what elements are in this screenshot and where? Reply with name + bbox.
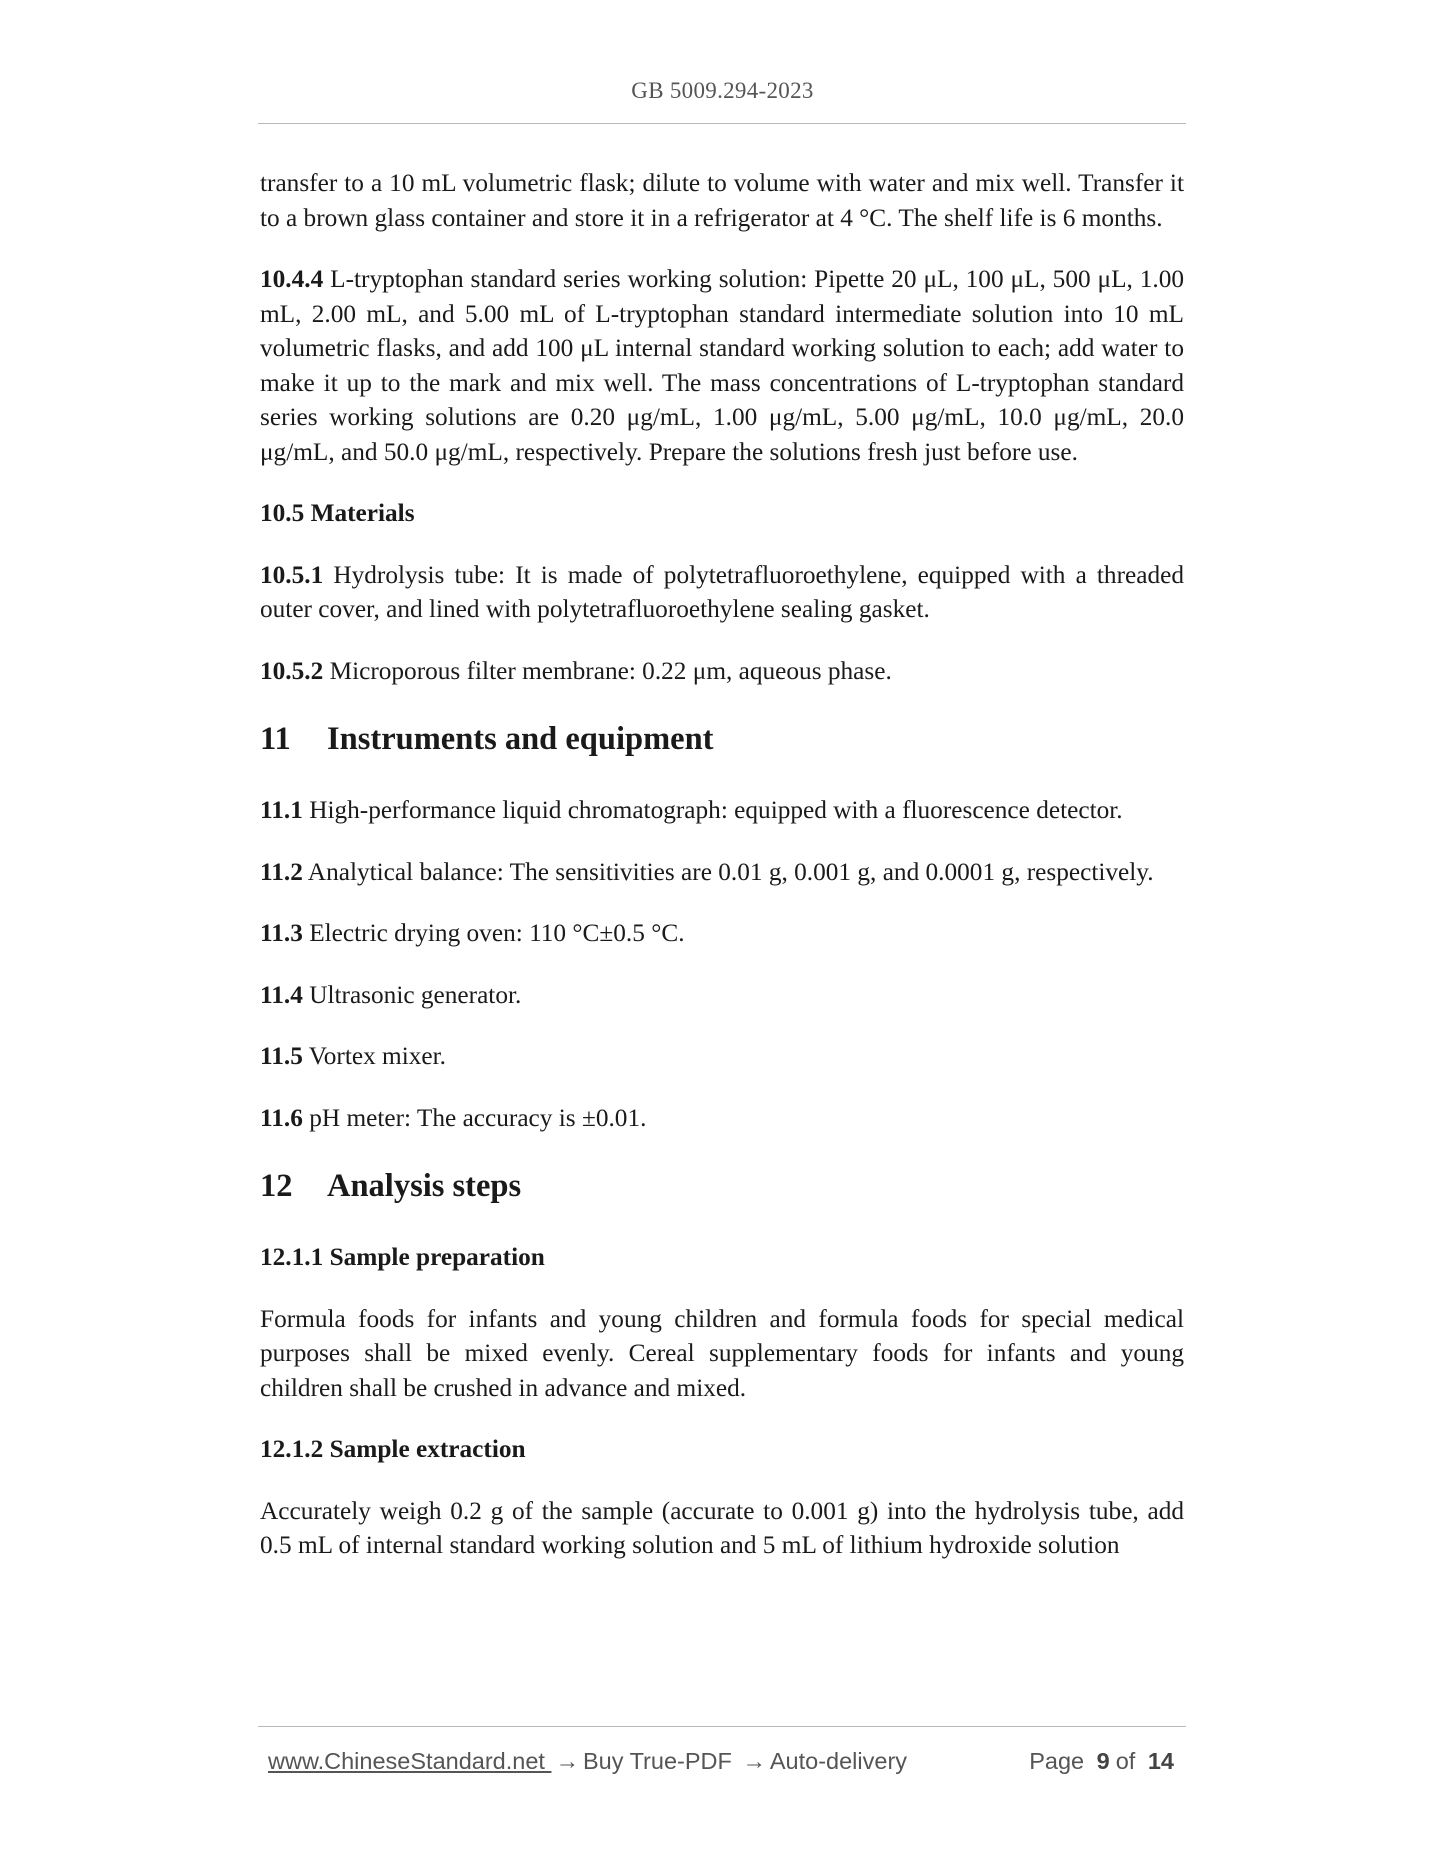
section-heading-12: [260, 1166, 1184, 1206]
page-label: Page: [1029, 1748, 1085, 1774]
item-11-3: [260, 916, 1184, 951]
paragraph-12-1-2: Accurately weigh 0.2 g of the sample (accurate to 0.001 g) into the hydrolysis tube, add 0.5 mL of internal standard working solution and 5 mL of lithium hydroxide solution: [260, 1496, 1184, 1559]
header-title: GB 5009.294-2023: [631, 78, 814, 103]
section-title: Instruments and equipment: [327, 721, 714, 757]
clause-text: Electric drying oven: 110 °C±0.5 °C.: [302, 919, 685, 947]
arrow-right-icon: →: [555, 1748, 579, 1774]
clause-number: 11.3: [260, 919, 303, 947]
heading-12-1-1: 12.1.1 Sample preparation: [260, 1243, 545, 1271]
item-11-1: [260, 793, 1184, 828]
page-footer: [268, 1748, 1180, 1775]
clause-number: 11.6: [260, 1103, 303, 1132]
clause-text: Analytical balance: The sensitivities are 0.01 g, 0.001 g, and 0.0001 g, respectively.: [302, 857, 1154, 886]
heading-12-1-2: 12.1.2 Sample extraction: [260, 1435, 526, 1463]
item-11-5: [260, 1039, 1184, 1074]
auto-delivery-text: Auto-delivery: [769, 1748, 908, 1774]
section-title: Analysis steps: [327, 1168, 522, 1204]
page-content: [260, 166, 1184, 1563]
section-number: 11: [260, 721, 291, 757]
clause-number: 11.1: [260, 796, 303, 824]
section-heading-11: [260, 719, 1184, 759]
item-11-4: [260, 978, 1184, 1013]
item-11-2: [260, 855, 1184, 890]
clause-text: Ultrasonic generator.: [302, 980, 522, 1009]
clause-number: 10.5.2: [260, 656, 324, 685]
clause-number: 11.2: [260, 857, 303, 886]
header-divider: [258, 123, 1186, 124]
clause-number: 10.4.4: [260, 265, 324, 293]
item-11-6: [260, 1101, 1184, 1136]
clause-number: 11.4: [260, 980, 303, 1009]
page-current: 9: [1096, 1748, 1110, 1774]
clause-number: 10.5.1: [260, 560, 324, 589]
arrow-right-icon: →: [742, 1748, 766, 1774]
paragraph-10-4-4: [260, 262, 1184, 469]
clause-number: 11.5: [260, 1042, 303, 1070]
paragraph-12-1-1: Formula foods for infants and young children and formula foods for special medical purposes shall be mixed evenly. Cereal supplementary foods for infants and young children shall be crushed in advance and mixed.: [260, 1304, 1184, 1402]
heading-10-5: 10.5 Materials: [260, 499, 415, 527]
clause-text: Vortex mixer.: [302, 1042, 446, 1070]
paragraph-10-5-1: [260, 558, 1184, 627]
clause-text: L-tryptophan standard series working solution: Pipette 20 μL, 100 μL, 500 μL, 1.00 mL, 2.00 mL, and 5.00 mL of L-tryptophan standard intermediate solution into 10 mL volumetric flasks, and add 100 μL internal standard working solution to each; add water to make it up to the mark and mix well. The mass concentrations of L-tryptophan standard series working solutions are 0.20 μg/mL, 1.00 μg/mL, 5.00 μg/mL, 10.0 μg/mL, 20.0 μg/mL, and 50.0 μg/mL, respectively. Prepare the solutions fresh just before use.: [260, 265, 1184, 466]
page-total: 14: [1147, 1748, 1174, 1774]
paragraph-10-5-2: [260, 654, 1184, 689]
page-indicator: [1029, 1748, 1180, 1775]
page-of: of: [1115, 1748, 1136, 1774]
clause-text: pH meter: The accuracy is ±0.01.: [302, 1103, 647, 1132]
chinesestandard-link[interactable]: www.ChineseStandard.net: [268, 1748, 552, 1774]
clause-text: High-performance liquid chromatograph: equipped with a fluorescence detector.: [302, 796, 1123, 824]
paragraph-continuation: transfer to a 10 mL volumetric flask; dilute to volume with water and mix well. Transfer it to a brown glass container and store it in a refrigerator at 4 °C. The shelf life is 6 months.: [260, 169, 1184, 232]
section-number: 12: [260, 1168, 293, 1204]
buy-true-pdf-text: Buy True-PDF: [582, 1748, 732, 1774]
footer-divider: [258, 1726, 1186, 1727]
clause-text: Hydrolysis tube: It is made of polytetrafluoroethylene, equipped with a threaded outer cover, and lined with polytetrafluoroethylene sealing gasket.: [260, 560, 1184, 623]
clause-text: Microporous filter membrane: 0.22 μm, aqueous phase.: [323, 656, 892, 685]
